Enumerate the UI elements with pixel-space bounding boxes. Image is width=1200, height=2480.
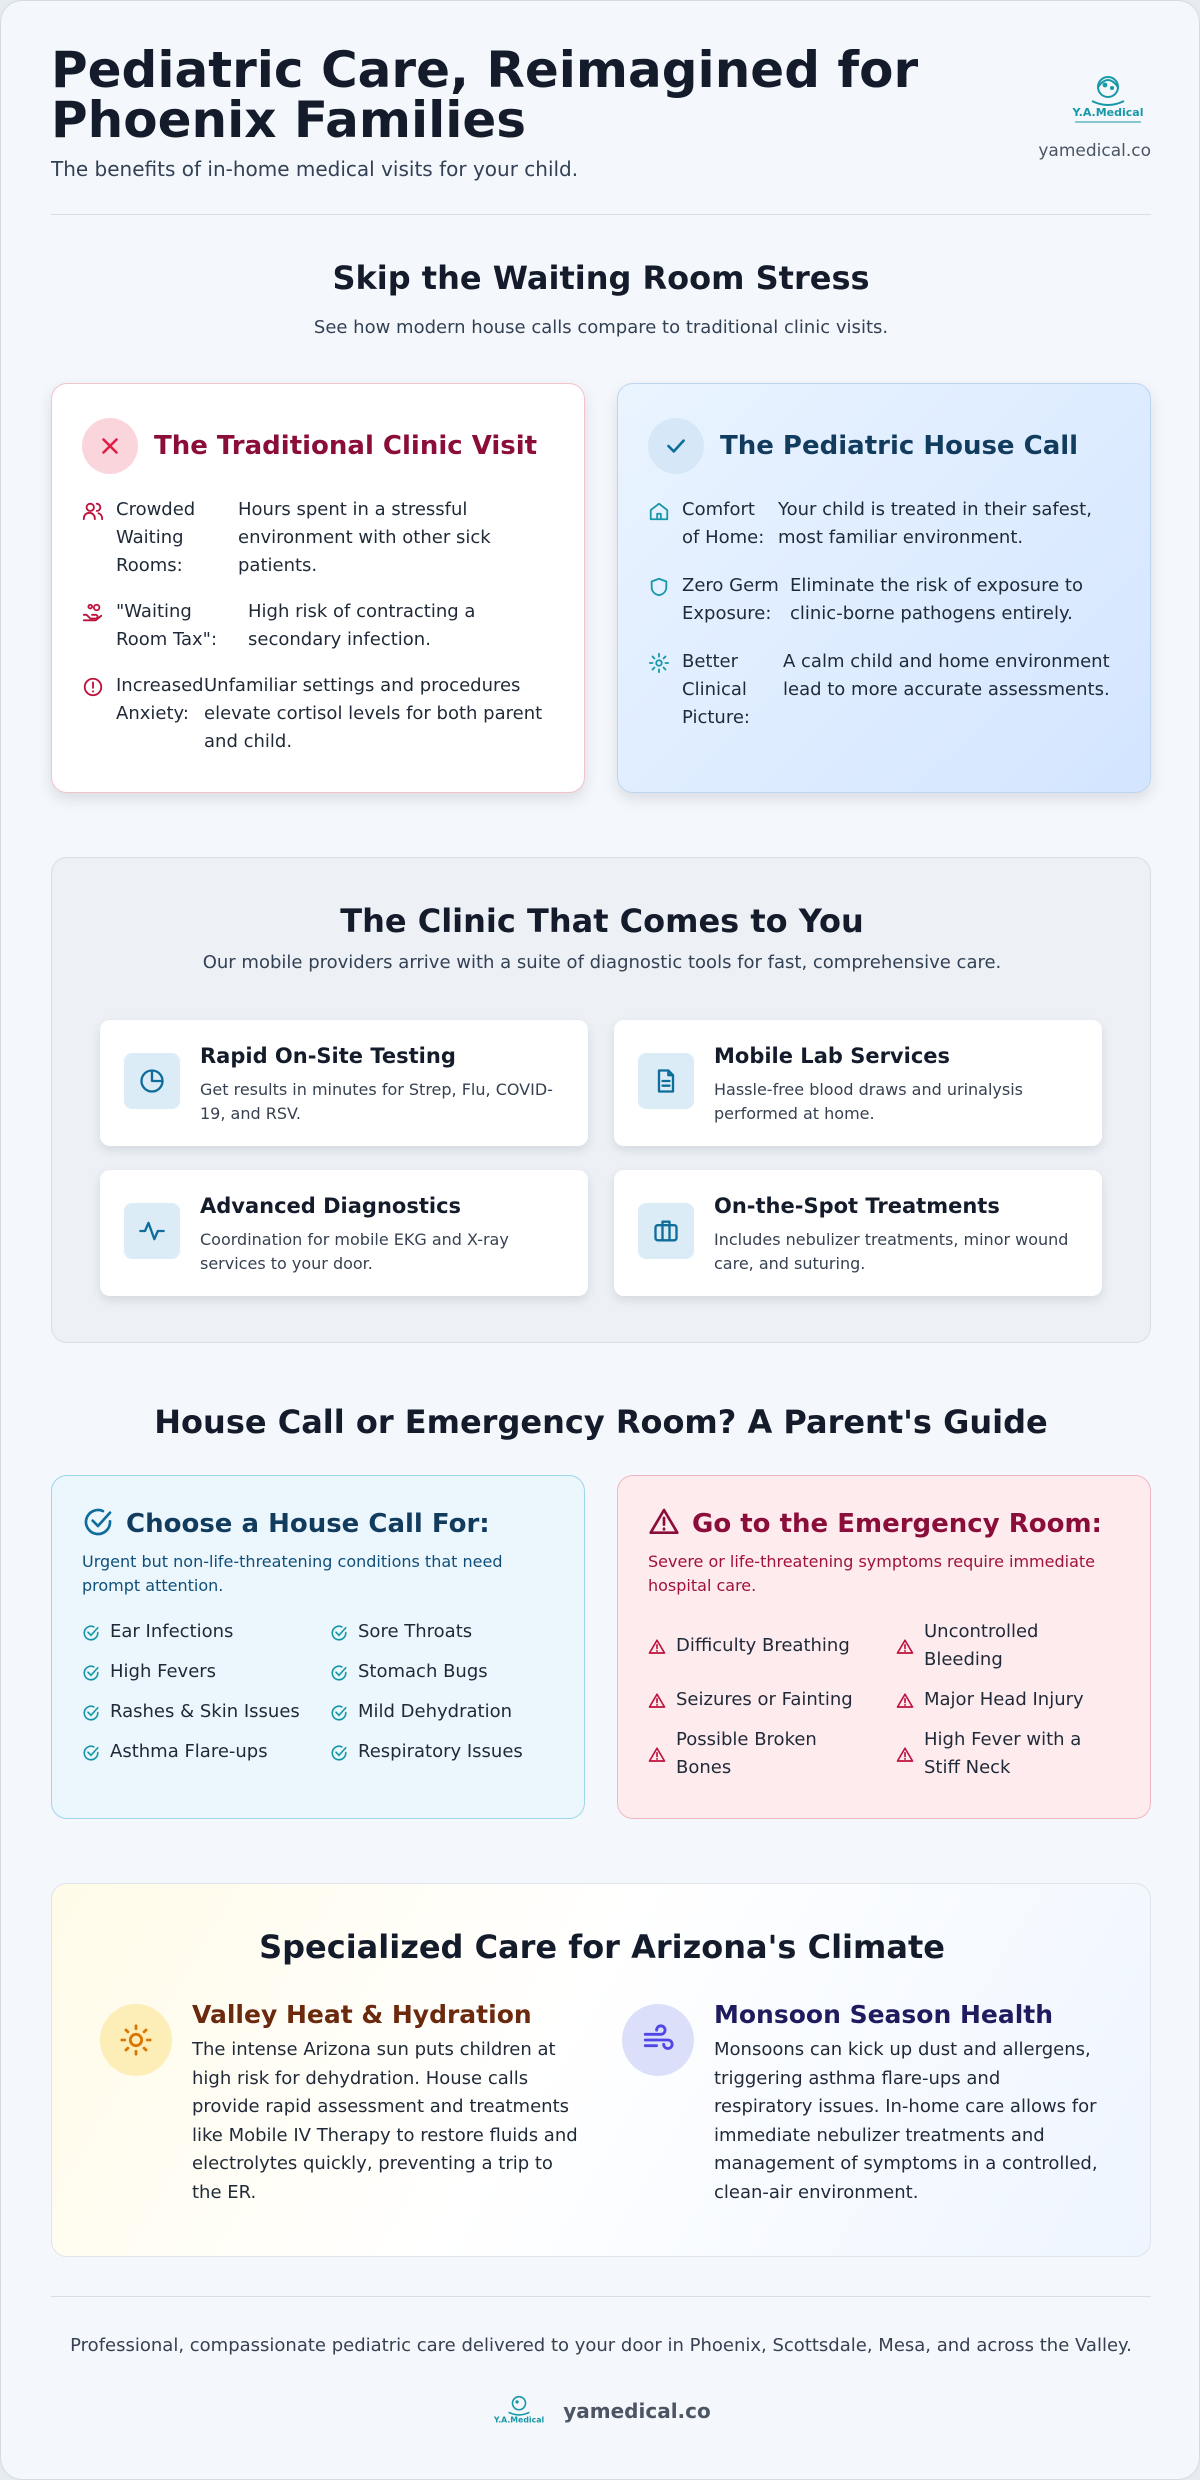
pie-chart-icon bbox=[124, 1053, 180, 1109]
heat-description: The intense Arizona sun puts children at high risk for dehydration. House calls provide rapid assessment and treatments like Mobile IV Therapy to restore fluids and electrolytes quickly, preventing a trip to the ER. bbox=[192, 2039, 578, 2203]
wind-icon bbox=[622, 2004, 694, 2076]
row-description: Unfamiliar settings and procedures elevate cortisol levels for both parent and child. bbox=[204, 675, 543, 752]
footer-domain: yamedical.co bbox=[563, 2399, 711, 2423]
service-title: On-the-Spot Treatments bbox=[714, 1194, 1000, 1218]
heat-title: Valley Heat & Hydration bbox=[192, 2000, 532, 2029]
house-guide-header bbox=[82, 1506, 490, 1542]
symptom-item: Difficulty Breathing bbox=[648, 1632, 888, 1665]
shield-icon bbox=[648, 572, 682, 628]
activity-icon bbox=[124, 1203, 180, 1259]
compare-title: Skip the Waiting Room Stress bbox=[332, 259, 870, 297]
row-label: "Waiting Room Tax": bbox=[116, 601, 218, 650]
document-icon bbox=[638, 1053, 694, 1109]
row-description: Hours spent in a stressful environment with other sick patients. bbox=[238, 499, 491, 576]
header bbox=[51, 41, 1151, 215]
symptom-item: Seizures or Fainting bbox=[648, 1686, 888, 1719]
service-card bbox=[100, 1170, 588, 1296]
traditional-row bbox=[82, 496, 538, 580]
row-description: High risk of contracting a secondary infection. bbox=[248, 601, 476, 650]
climate-section bbox=[51, 1883, 1151, 2257]
monsoon-description: Monsoons can kick up dust and allergens, triggering asthma flare-ups and respiratory issues. In-home care allows for immediate nebulizer treatments and management of symptoms in a controlled, clean-air environment. bbox=[714, 2039, 1098, 2203]
traditional-row bbox=[82, 598, 538, 654]
house-row bbox=[648, 648, 1123, 732]
house-card-title: The Pediatric House Call bbox=[720, 431, 1079, 461]
warning-triangle-icon bbox=[896, 1618, 924, 1674]
briefcase-icon bbox=[638, 1203, 694, 1259]
check-circle-icon bbox=[330, 1658, 358, 1691]
service-card bbox=[614, 1020, 1102, 1146]
service-description: Includes nebulizer treatments, minor wound care, and suturing. bbox=[714, 1230, 1069, 1273]
condition-item: Ear Infections bbox=[82, 1618, 233, 1651]
service-title: Mobile Lab Services bbox=[714, 1044, 951, 1068]
warning-triangle-icon bbox=[648, 1726, 676, 1782]
symptom-item: Uncontrolled Bleeding bbox=[896, 1618, 1126, 1674]
row-label: Comfort of Home: bbox=[682, 499, 765, 548]
check-icon bbox=[648, 418, 704, 474]
row-description: Your child is treated in their safest, most familiar environment. bbox=[778, 499, 1092, 548]
svg-text:Y.A.Medical: Y.A.Medical bbox=[494, 2415, 545, 2425]
clinic-subtitle: Our mobile providers arrive with a suite of diagnostic tools for fast, comprehensive care. bbox=[202, 952, 1002, 973]
ya-medical-logo bbox=[1065, 71, 1151, 127]
footer-brand bbox=[491, 2389, 711, 2433]
brand-block bbox=[1011, 71, 1151, 161]
condition-item: Sore Throats bbox=[330, 1618, 472, 1651]
service-description: Hassle-free blood draws and urinalysis performed at home. bbox=[714, 1080, 1023, 1123]
check-circle-icon bbox=[82, 1698, 110, 1731]
svg-text:Y.A.Medical: Y.A.Medical bbox=[1072, 106, 1144, 119]
ya-medical-logo bbox=[491, 2392, 547, 2430]
home-icon bbox=[648, 496, 682, 552]
footer-divider bbox=[51, 2296, 1151, 2297]
row-description: A calm child and home environment lead to more accurate assessments. bbox=[783, 651, 1110, 700]
x-icon bbox=[82, 418, 138, 474]
house-call-card bbox=[617, 383, 1151, 793]
house-guide-subtitle: Urgent but non-life-threatening conditions that need prompt attention. bbox=[82, 1552, 503, 1595]
row-label: Better Clinical Picture: bbox=[682, 651, 750, 728]
er-guide-title: Go to the Emergency Room: bbox=[692, 1509, 1102, 1539]
condition-item: Stomach Bugs bbox=[330, 1658, 488, 1691]
house-guide-title: Choose a House Call For: bbox=[126, 1509, 490, 1539]
check-circle-icon bbox=[330, 1738, 358, 1771]
row-label: Zero Germ Exposure: bbox=[682, 575, 779, 624]
clinic-title: The Clinic That Comes to You bbox=[340, 902, 864, 940]
sun-icon bbox=[100, 2004, 172, 2076]
check-circle-icon bbox=[82, 1506, 114, 1542]
traditional-clinic-card bbox=[51, 383, 585, 793]
symptom-item: Major Head Injury bbox=[896, 1686, 1126, 1719]
guide-title: House Call or Emergency Room? A Parent's Guide bbox=[154, 1403, 1048, 1441]
service-description: Coordination for mobile EKG and X-ray services to your door. bbox=[200, 1230, 509, 1273]
house-card-header bbox=[648, 418, 1078, 474]
climate-title: Specialized Care for Arizona's Climate bbox=[259, 1928, 945, 1966]
service-title: Rapid On-Site Testing bbox=[200, 1044, 456, 1068]
footer-text: Professional, compassionate pediatric care delivered to your door in Phoenix, Scottsdale, Mesa, and across the Valley. bbox=[70, 2335, 1132, 2356]
warning-triangle-icon bbox=[648, 1506, 680, 1542]
page-title: Pediatric Care, Reimagined for Phoenix Families bbox=[51, 41, 919, 149]
hand-coins-icon bbox=[82, 598, 116, 654]
er-guide-subtitle: Severe or life-threatening symptoms require immediate hospital care. bbox=[648, 1552, 1096, 1595]
house-call-guide-card bbox=[51, 1475, 585, 1819]
traditional-card-header bbox=[82, 418, 537, 474]
check-circle-icon bbox=[82, 1738, 110, 1771]
row-description: Eliminate the risk of exposure to clinic-borne pathogens entirely. bbox=[790, 575, 1083, 624]
divider bbox=[51, 214, 1151, 215]
condition-item: Respiratory Issues bbox=[330, 1738, 523, 1771]
page-subtitle: The benefits of in-home medical visits for your child. bbox=[51, 157, 579, 181]
warning-triangle-icon bbox=[896, 1726, 924, 1782]
traditional-card-title: The Traditional Clinic Visit bbox=[154, 431, 538, 461]
check-circle-icon bbox=[82, 1618, 110, 1651]
compare-subtitle: See how modern house calls compare to traditional clinic visits. bbox=[313, 317, 889, 338]
service-description: Get results in minutes for Strep, Flu, COVID-19, and RSV. bbox=[200, 1080, 553, 1123]
row-label: Increased Anxiety: bbox=[116, 675, 204, 724]
brand-domain: yamedical.co bbox=[1038, 141, 1151, 161]
check-circle-icon bbox=[330, 1698, 358, 1731]
service-card bbox=[100, 1020, 588, 1146]
house-row bbox=[648, 572, 1108, 628]
condition-item: Asthma Flare-ups bbox=[82, 1738, 268, 1771]
service-title: Advanced Diagnostics bbox=[200, 1194, 462, 1218]
symptom-item: Possible Broken Bones bbox=[648, 1726, 888, 1782]
warning-triangle-icon bbox=[896, 1686, 924, 1719]
users-icon bbox=[82, 496, 116, 580]
er-guide-header bbox=[648, 1506, 1102, 1542]
traditional-row bbox=[82, 672, 556, 756]
condition-item: Mild Dehydration bbox=[330, 1698, 512, 1731]
check-circle-icon bbox=[82, 1658, 110, 1691]
check-circle-icon bbox=[330, 1618, 358, 1651]
condition-item: High Fevers bbox=[82, 1658, 216, 1691]
symptom-item: High Fever with a Stiff Neck bbox=[896, 1726, 1126, 1782]
warning-triangle-icon bbox=[648, 1632, 676, 1665]
emergency-room-guide-card bbox=[617, 1475, 1151, 1819]
house-row bbox=[648, 496, 1108, 552]
condition-item: Rashes & Skin Issues bbox=[82, 1698, 300, 1731]
warning-triangle-icon bbox=[648, 1686, 676, 1719]
service-card bbox=[614, 1170, 1102, 1296]
clinic-panel bbox=[51, 857, 1151, 1343]
monsoon-title: Monsoon Season Health bbox=[714, 2000, 1054, 2029]
row-label: Crowded Waiting Rooms: bbox=[116, 499, 196, 576]
gear-icon bbox=[648, 648, 682, 732]
alert-circle-icon bbox=[82, 672, 116, 756]
